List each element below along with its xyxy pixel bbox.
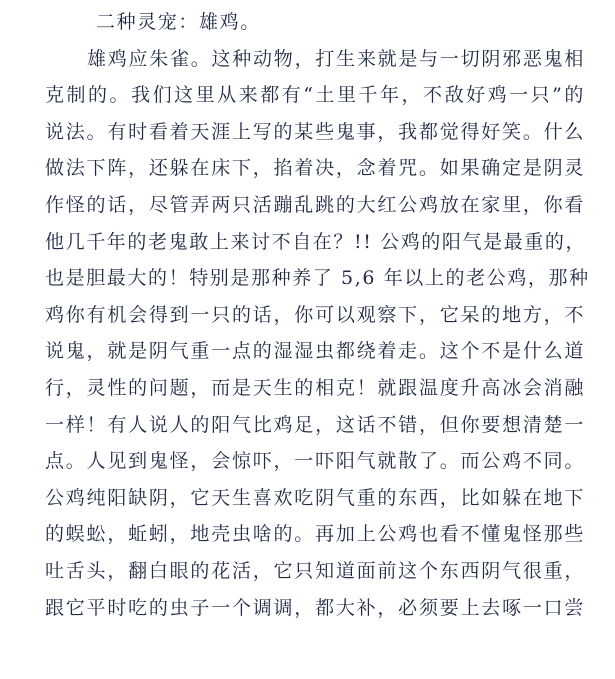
paragraph-line: 说鬼，就是阴气重一点的湿湿虫都绕着走。这个不是什么道 — [45, 340, 585, 363]
paragraph-line: 他几千年的老鬼敢上来讨不自在？!! 公鸡的阳气是最重的， — [45, 230, 587, 253]
paragraph-line: 跟它平时吃的虫子一个调调，都大补，必须要上去啄一口尝 — [45, 596, 585, 619]
paragraph-line: 克制的。我们这里从来都有“土里千年，不敌好鸡一只”的 — [45, 84, 585, 107]
paragraph-line: 也是胆最大的！特别是那种养了 5,6 年以上的老公鸡，那种 — [45, 267, 590, 290]
paragraph-line: 做法下阵，还躲在床下，掐着决，念着咒。如果确定是阴灵 — [45, 157, 585, 180]
paragraph-line: 点。人见到鬼怪，会惊吓，一吓阳气就散了。而公鸡不同。 — [45, 450, 585, 473]
paragraph-line: 作怪的话，尽管弄两只活蹦乱跳的大红公鸡放在家里，你看 — [45, 193, 585, 216]
paragraph-line: 吐舌头，翻白眼的花活，它只知道面前这个东西阴气很重， — [45, 559, 585, 582]
article-body — [45, 4, 590, 626]
paragraph-line: 公鸡纯阳缺阴，它天生喜欢吃阴气重的东西，比如躲在地下 — [45, 486, 585, 509]
paragraph-line: 一样！有人说人的阳气比鸡足，这话不错，但你要想清楚一 — [45, 413, 585, 436]
body-paragraph — [45, 41, 590, 627]
section-heading: 二种灵宠：雄鸡。 — [96, 11, 261, 33]
paragraph-line: 行，灵性的问题，而是天生的相克！就跟温度升高冰会消融 — [45, 376, 585, 399]
paragraph-line: 说法。有时看着天涯上写的某些鬼事，我都觉得好笑。什么 — [45, 120, 585, 143]
paragraph-line: 的蜈蚣，蚯蚓，地壳虫啥的。再加上公鸡也看不懂鬼怪那些 — [45, 523, 585, 546]
paragraph-line: 雄鸡应朱雀。这种动物，打生来就是与一切阴邪恶鬼相 — [87, 47, 585, 70]
paragraph-line: 鸡你有机会得到一只的话，你可以观察下，它呆的地方，不 — [45, 303, 585, 326]
